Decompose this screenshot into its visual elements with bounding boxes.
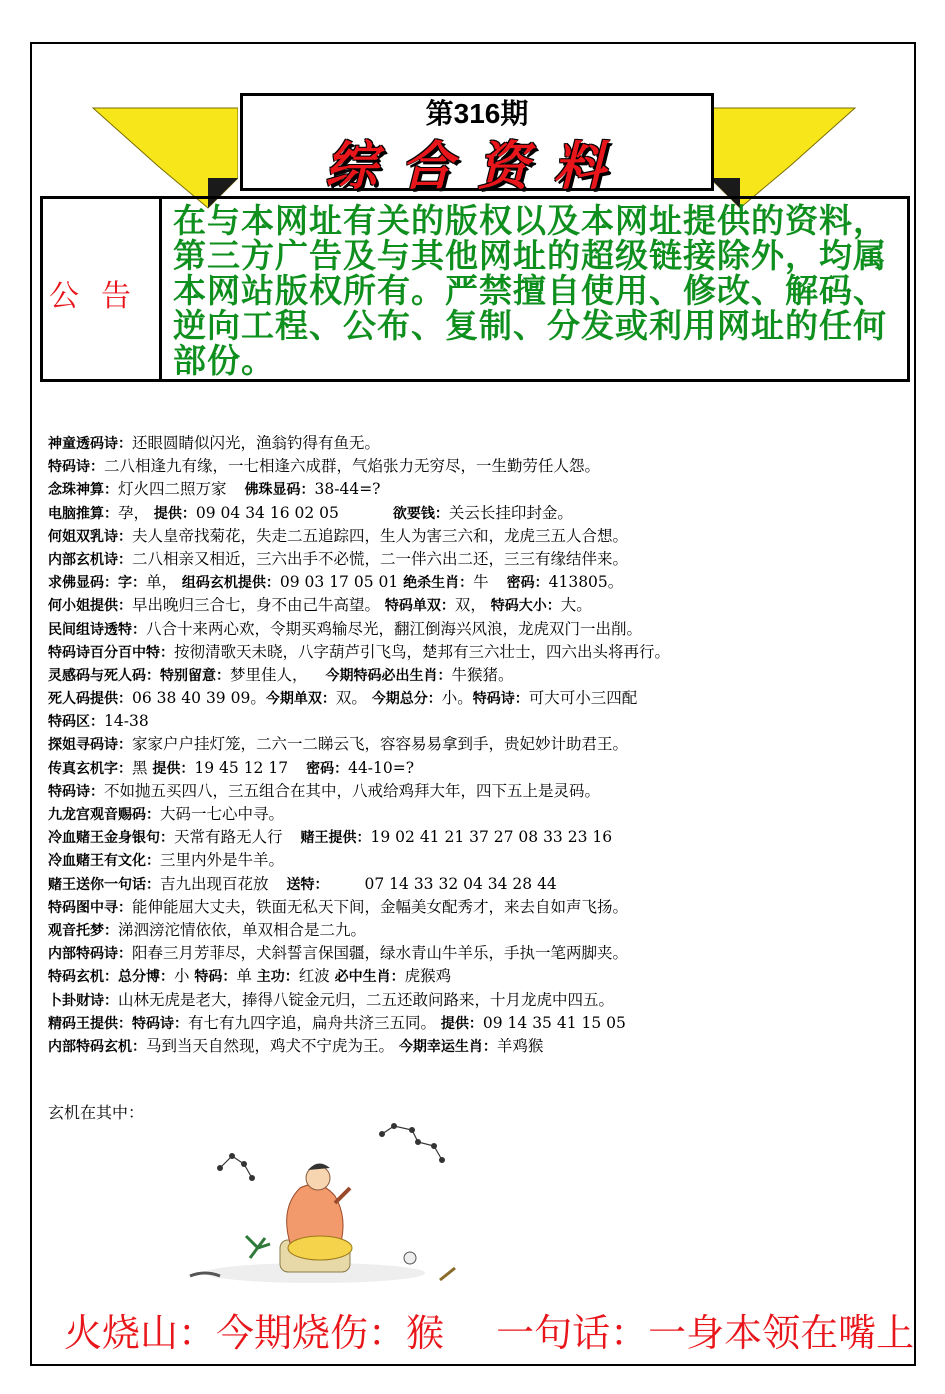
info-line — [48, 1035, 908, 1058]
line-value: 二八相亲又相近，三六出手不必慌，二一伴六出二还，三三有缘结伴来。 — [132, 549, 629, 568]
line-value: 能伸能屈大丈夫，铁面无私天下间，金幅美女配秀才，来去自如声飞扬。 — [132, 897, 629, 916]
line-value: 牛 — [473, 573, 489, 592]
line-label: 今期单双： — [265, 691, 336, 708]
line-label: 内部特码诗： — [48, 946, 132, 963]
line-label: 灵感码与死人码： — [48, 667, 160, 684]
line-label: 绝杀生肖： — [398, 575, 474, 592]
line-value: 14-38 — [104, 712, 149, 731]
info-line — [48, 618, 908, 641]
line-label: 神童透码诗： — [48, 436, 132, 452]
info-lines — [48, 432, 908, 1058]
line-label: 冷血赌王金身银句： — [48, 830, 174, 847]
line-label: 内部玄机诗： — [48, 551, 132, 568]
line-label: 赌王送你一句话： — [48, 876, 160, 893]
line-label: 卜卦财诗： — [48, 992, 118, 1009]
line-value: 双。 — [335, 689, 367, 708]
line-label: 民间组诗透特： — [48, 621, 146, 638]
line-value: 天常有路无人行 — [174, 828, 283, 847]
info-line — [48, 1012, 908, 1035]
line-value: 单， — [146, 573, 178, 592]
line-value: 38-44=? — [314, 480, 381, 499]
line-value: 虎猴鸡 — [404, 967, 452, 986]
line-value: 马到当天自然现，鸡犬不宁虎为王。 — [146, 1036, 395, 1055]
line-label: 特别留意： — [160, 667, 230, 684]
line-value: 红波 — [298, 967, 330, 986]
line-value: 双， — [454, 596, 486, 615]
info-line — [48, 942, 908, 965]
line-label: 密码： — [506, 575, 549, 592]
one-sentence-text: 一句话：一身本领在嘴上 — [496, 1311, 915, 1355]
line-label: 特码诗： — [132, 1015, 188, 1032]
line-value: 小 — [174, 967, 190, 986]
line-label: 特码诗： — [48, 459, 104, 476]
info-line — [48, 965, 908, 988]
notice-label-cell — [43, 199, 162, 379]
info-line — [48, 478, 908, 501]
line-value: 涕泗滂沱情依依，单双相合是二九。 — [118, 920, 367, 939]
line-value: 大。 — [560, 596, 592, 615]
notice-label: 公告 — [49, 279, 153, 314]
line-label: 特码玄机： — [48, 969, 118, 986]
line-label: 今期幸运生肖： — [394, 1038, 497, 1055]
info-line — [48, 803, 908, 826]
line-label: 送特： — [286, 876, 329, 893]
line-value: 牛猴猪。 — [451, 665, 514, 684]
line-label: 今期特码必出生肖： — [325, 667, 452, 684]
line-label: 组码玄机提供： — [177, 575, 280, 592]
line-label: 提供： — [147, 760, 195, 777]
info-line — [48, 780, 908, 803]
line-label: 今期总分： — [366, 691, 442, 708]
line-label: 主功： — [251, 969, 299, 986]
line-value: 09 03 17 05 01 — [279, 573, 399, 592]
xuanji-label: 玄机在其中： — [48, 1103, 145, 1122]
info-line — [48, 525, 908, 548]
line-value: 按彻清歌天未晓，八字葫芦引飞鸟，楚邦有三六壮士，四六出头将再行。 — [174, 642, 671, 661]
line-value: 不如抛五买四八，三五组合在其中，八戒给鸡拜大年，四下五上是灵码。 — [104, 781, 601, 800]
line-label: 九龙宫观音赐码： — [48, 807, 160, 823]
line-value: 阳春三月芳菲尽，犬斜誓言保国疆，绿水青山牛羊乐，手执一笔两脚夹。 — [132, 944, 629, 963]
line-label: 特码： — [189, 969, 237, 986]
line-value: 家家户户挂灯笼，二六一二睇云飞，容容易易拿到手，贵妃妙计助君王。 — [132, 735, 629, 754]
line-value: 有七有九四字追，扁舟共济三五同。 — [188, 1013, 437, 1032]
line-value: 三里内外是牛羊。 — [160, 851, 285, 870]
line-label: 何小姐提供： — [48, 598, 132, 615]
line-label: 观音托梦： — [48, 922, 118, 939]
line-value: 19 45 12 17 — [194, 758, 289, 777]
line-label: 字： — [118, 575, 146, 592]
fire-mountain-text: 火烧山：今期烧伤：猴 — [64, 1311, 445, 1355]
info-line — [48, 919, 908, 942]
line-label: 提供： — [149, 505, 196, 522]
line-label: 传真玄机字： — [48, 760, 132, 777]
line-label: 精码王提供： — [48, 1015, 132, 1032]
line-label: 何姐双乳诗： — [48, 528, 132, 545]
line-label: 内部特码玄机： — [48, 1038, 146, 1055]
line-label: 特码区： — [48, 714, 104, 731]
info-line — [48, 687, 908, 710]
line-value: 黑 — [132, 758, 148, 777]
line-label: 念珠神算： — [48, 482, 118, 499]
line-value: 19 02 41 21 37 27 08 33 23 16 — [370, 828, 613, 847]
line-value: 06 38 40 39 09。 — [132, 689, 266, 708]
line-value: 吉九出现百花放 — [160, 874, 269, 893]
info-line — [48, 571, 908, 594]
info-line — [48, 548, 908, 571]
info-line — [48, 664, 908, 687]
line-value: 大码一七心中寻。 — [160, 805, 285, 823]
line-value: 山林无虎是老大，捧得八锭金元归，二五还敢问路来，十月龙虎中四五。 — [118, 990, 615, 1009]
line-value: 早出晚归三合七，身不由己牛高望。 — [132, 596, 381, 615]
title-box — [240, 93, 714, 197]
line-label: 特码诗： — [472, 691, 529, 708]
line-label: 特码诗百分百中特： — [48, 644, 174, 661]
info-line — [48, 849, 908, 872]
line-value: 关云长挂印封金。 — [448, 503, 573, 522]
info-line — [48, 432, 908, 455]
bottom-banner — [64, 1302, 914, 1357]
info-line — [48, 594, 908, 617]
line-value: 413805。 — [548, 573, 624, 592]
line-value: 单 — [236, 967, 252, 986]
line-value: 灯火四二照万家 — [118, 480, 227, 499]
line-value: 羊鸡猴 — [496, 1036, 544, 1055]
line-label: 特码单双： — [380, 598, 455, 615]
line-value: 梦里佳人， — [230, 665, 308, 684]
line-value: 孕， — [118, 503, 150, 522]
line-label: 必中生肖： — [329, 969, 405, 986]
sage-stargazing-illustration — [150, 1108, 500, 1288]
info-line — [48, 641, 908, 664]
info-line — [48, 455, 908, 478]
info-line — [48, 989, 908, 1012]
page-title: 综合资料 — [324, 136, 629, 197]
line-value: 二八相逢九有缘，一七相逢六成群，气焰张力无穷尽，一生勤劳任人怨。 — [104, 457, 601, 476]
line-label: 佛珠显码： — [244, 482, 315, 499]
issue-number: 第316期 — [425, 98, 529, 129]
info-line — [48, 502, 908, 525]
line-value: 44-10=? — [348, 758, 415, 777]
info-line — [48, 733, 908, 756]
line-value: 07 14 33 32 04 34 28 44 — [364, 874, 557, 893]
line-label: 探姐寻码诗： — [48, 737, 132, 754]
notice-box — [40, 196, 910, 382]
line-label: 冷血赌王有文化： — [48, 853, 160, 870]
line-value: 09 04 34 16 02 05 — [195, 503, 339, 522]
line-value: 八合十来两心欢，令期买鸡输尽光，翻江倒海兴风浪，龙虎双门一出削。 — [146, 619, 643, 638]
line-label: 求佛显码： — [48, 575, 118, 592]
info-line — [48, 873, 908, 896]
info-line — [48, 826, 908, 849]
info-line — [48, 896, 908, 919]
line-label: 特码图中寻： — [48, 899, 132, 916]
line-label: 总分博： — [118, 969, 174, 986]
line-label: 欲要钱： — [392, 505, 449, 522]
line-value: 09 14 35 41 15 05 — [482, 1013, 626, 1032]
line-label: 电脑推算： — [48, 505, 118, 522]
line-label: 特码诗： — [48, 783, 104, 800]
line-value: 夫人皇帝找菊花，失走二五追踪四，生人为害三六和，龙虎三五人合想。 — [132, 526, 629, 545]
line-label: 特码大小： — [485, 598, 561, 615]
line-label: 死人码提供： — [48, 691, 132, 708]
line-value: 还眼圆睛似闪光，渔翁钓得有鱼无。 — [132, 434, 381, 452]
line-label: 密码： — [306, 760, 349, 777]
line-value: 小。 — [441, 689, 473, 708]
line-value: 可大可小三四配 — [528, 689, 638, 708]
line-label: 提供： — [436, 1015, 483, 1032]
info-line — [48, 757, 908, 780]
line-label: 赌王提供： — [300, 830, 371, 847]
info-line — [48, 710, 908, 733]
notice-text: 在与本网址有关的版权以及本网址提供的资料，第三方广告及与其他网址的超级链接除外，均属本网站版权所有。严禁擅自使用、修改、解码、逆向工程、公布、复制、分发或利用网址的任何部份。 — [173, 201, 887, 380]
